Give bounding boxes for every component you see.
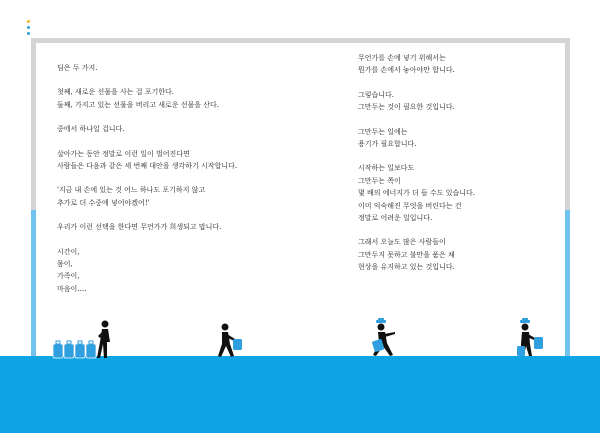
frame-left (31, 38, 36, 210)
yellow-dot-icon (27, 20, 30, 23)
text-line: 마음이…. (57, 284, 87, 293)
frame-right (565, 38, 570, 210)
text-line: 중에서 하나일 겁니다. (57, 125, 125, 134)
left-text-column (57, 62, 237, 295)
frame-left-water (31, 210, 36, 360)
text-line: 시간이, (57, 247, 80, 256)
text-line: 그만두는 쪽이 (358, 176, 401, 185)
text-line: 용기가 필요합니다. (358, 140, 417, 149)
water-floor (0, 356, 600, 433)
text-line: 그래서 오늘도 많은 사람들이 (358, 238, 446, 247)
text-line: 둘째, 가지고 있는 선물을 버리고 새로운 선물을 산다. (57, 100, 220, 109)
right-text-column (358, 52, 475, 274)
text-line: 현상을 유지하고 있는 것입니다. (358, 263, 455, 272)
frame-top (31, 38, 570, 43)
person-in-hat-running-icon (369, 318, 403, 360)
text-line: 우리가 이런 선택을 한다면 무언가가 희생되고 맙니다. (57, 223, 222, 232)
text-line: 그만두는 것이 필요한 것입니다. (358, 103, 455, 112)
text-line: 그렇습니다. (358, 90, 395, 99)
text-line: 딤은 두 가지. (57, 64, 98, 72)
person-with-hat-and-luggage-icon (515, 318, 549, 360)
text-line: 뭔가를 손에서 놓아야만 합니다. (358, 66, 455, 75)
text-line: 이미 익숙해진 무엇을 버린다는 건 (358, 201, 462, 210)
text-line: 시작하는 일보다도 (358, 164, 415, 173)
text-line: 무언가를 손에 넣기 위해서는 (358, 54, 446, 62)
person-with-suitcases-icon (52, 318, 116, 360)
text-line: '지금 내 손에 있는 것 어느 하나도 포기하지 않고 (57, 186, 206, 195)
blue-dot-icon (27, 26, 30, 29)
frame-right-water (565, 210, 570, 360)
text-line: 몇 배의 에너지가 더 들 수도 있습니다. (358, 189, 476, 198)
text-line: 몸이, (57, 260, 73, 269)
text-line: 그만두지 못하고 불만을 품은 채 (358, 250, 455, 259)
text-line: 사람들은 다음과 같은 세 번째 대안을 생각하기 시작합니다. (57, 162, 238, 171)
text-line: 정말로 어려운 일입니다. (358, 214, 433, 223)
text-line: 추가로 더 수중에 넣어야겠어!' (57, 198, 150, 207)
person-carrying-bag-icon (213, 322, 245, 360)
text-line: 그만두는 일에는 (358, 127, 408, 136)
page-dots (27, 20, 31, 38)
text-line: 가족이, (57, 272, 80, 281)
text-line: 첫째, 새로운 선물을 사는 걸 포기한다. (57, 88, 175, 97)
blue-dot-icon (27, 32, 30, 35)
text-line: 살아가는 동안 정말로 이런 일이 벌어진다면 (57, 149, 190, 158)
